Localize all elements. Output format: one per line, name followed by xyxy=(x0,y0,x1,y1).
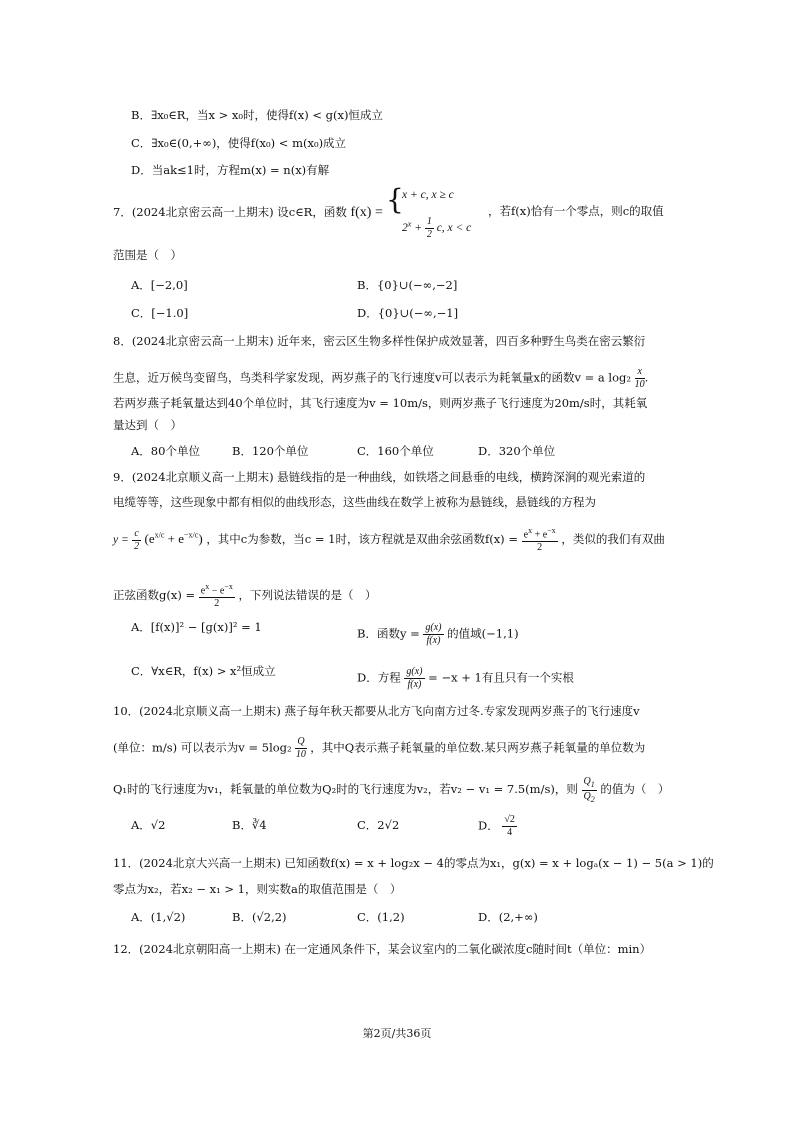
q9-option-d: D．方程 $\frac{g(x)}{f(x)}$ = −x + 1有且只有一个实根 xyxy=(357,666,574,690)
q9-line4: 正弦函数g(x) = $\frac{e^x - e^{-x}}{2}$ ，下列说法错误的是（ ） xyxy=(113,582,377,610)
q9-line4-text: 正弦函数g(x) = xyxy=(113,588,196,603)
q10-option-d: D． $\frac{√2}{4}$ xyxy=(478,814,515,838)
q8-option-d: D．320个单位 xyxy=(478,444,556,458)
q7-piece2-rest: c, x < c xyxy=(436,222,472,235)
q9-option-b-tail: 的值域(−1,1) xyxy=(447,626,519,641)
q9-line3: y = $\frac{c}{2}$ $(e^{x/c} + e^{-x/c})$ ，其中c为参数，当c = 1时，该方程就是双曲余弦函数f(x) = $\frac{e^x + e^{-x}}{2}$ ，类似的我们有双曲 xyxy=(113,526,665,554)
q8-option-a: A．80个单位 xyxy=(131,444,200,458)
q6-option-c: C．∃x₀∈(0,+∞)，使得f(x₀) < m(x₀)成立 xyxy=(131,136,347,150)
q7-line2: 范围是（ ） xyxy=(113,248,182,262)
q10-line3-tail: 的值为（ ） xyxy=(600,782,670,797)
q7-option-a: A．[−2,0] xyxy=(131,278,188,292)
q11-option-c: C．(1,2) xyxy=(357,910,405,924)
q7-intro: 7．(2024北京密云高一上期末) 设c∈R，函数 f(x) = xyxy=(113,205,383,220)
q7-piece1: x + c, x ≥ c xyxy=(402,189,454,201)
q10-option-c: C．2√2 xyxy=(357,818,400,832)
q9-line3-tail: ，类似的我们有双曲 xyxy=(561,532,665,547)
q9-option-c: C．∀x∈R，f(x) > x²恒成立 xyxy=(131,664,276,678)
q7-intro-text: 7．(2024北京密云高一上期末) 设c∈R，函数 xyxy=(113,205,347,219)
q8-line2: 生息，近万候鸟变留鸟，鸟类科学家发现，两岁燕子的飞行速度v可以表示为耗氧量x的函数v = a log₂ $\frac{x}{10}$ . xyxy=(113,366,649,390)
q10-option-a: A．√2 xyxy=(131,818,166,832)
q9-line2: 电缆等等，这些现象中都有相似的曲线形态，这些曲线在数学上被称为悬链线，悬链线的方程为 xyxy=(113,495,596,509)
q7-option-b: B．{0}∪(−∞,−2] xyxy=(357,278,458,292)
q7-piece2-base: 2 xyxy=(402,222,408,235)
q9-line3-mid: ，其中c为参数，当c = 1时，该方程就是双曲余弦函数f(x) = xyxy=(206,532,518,547)
q10-line2-lead: (单位：m/s) 可以表示为v = 5log₂ xyxy=(113,740,292,755)
q10-option-b: B．∛4 xyxy=(232,818,267,832)
q9-line4-tail: ，下列说法错误的是（ ） xyxy=(238,588,377,603)
q12-line1: 12．(2024北京朝阳高一上期末) 在一定通风条件下，某会议室内的二氧化碳浓度c随时间t（单位：min） xyxy=(113,942,652,956)
q9-option-b: B．函数y = $\frac{g(x)}{f(x)}$ 的值域(−1,1) xyxy=(357,622,519,646)
page-footer: 第2页/共36页 xyxy=(362,1027,432,1040)
q7-brace: { xyxy=(386,183,404,216)
q8-line2-text: 生息，近万候鸟变留鸟，鸟类科学家发现，两岁燕子的飞行速度v可以表示为耗氧量x的函数v = a log₂ xyxy=(113,370,632,385)
q7-piece2: 2$^x$ + $\frac{1}{2}$ c, x < c xyxy=(402,216,472,240)
q8-line1: 8．(2024北京密云高一上期末) 近年来，密云区生物多样性保护成效显著，四百多种野生鸟类在密云繁衍 xyxy=(113,334,646,348)
q9-y-equals: y = xyxy=(113,534,129,547)
q11-option-d: D．(2,+∞) xyxy=(478,910,538,924)
q8-option-c: C．160个单位 xyxy=(357,444,434,458)
q9-option-d-tail: = −x + 1有且只有一个实根 xyxy=(428,670,574,685)
q10-line2-tail: ，其中Q表示燕子耗氧量的单位数.某只两岁燕子耗氧量的单位数为 xyxy=(310,740,646,755)
q9-option-a: A．[f(x)]² − [g(x)]² = 1 xyxy=(131,620,262,634)
q8-line4: 量达到（ ） xyxy=(113,418,182,432)
q11-option-b: B．(√2,2) xyxy=(232,910,287,924)
q10-option-d-label: D． xyxy=(478,818,499,833)
q11-option-a: A．(1,√2) xyxy=(131,910,186,924)
q7-tail: ，若f(x)恰有一个零点，则c的取值 xyxy=(488,204,664,218)
q10-line3: Q₁时的飞行速度为v₁，耗氧量的单位数为Q₂时的飞行速度为v₂，若v₂ − v₁ = 7.5(m/s)，则 $\frac{Q_1}{Q_2}$ 的值为（ ） xyxy=(113,776,670,804)
q11-line1: 11．(2024北京大兴高一上期末) 已知函数f(x) = x + log₂x − 4的零点为x₁，g(x) = x + logₐ(x − 1) − 5(a > 1)的 xyxy=(113,856,714,870)
q10-line2: (单位：m/s) 可以表示为v = 5log₂ $\frac{Q}{10}$ ，其中Q表示燕子耗氧量的单位数.某只两岁燕子耗氧量的单位数为 xyxy=(113,736,646,760)
q10-line3-lead: Q₁时的飞行速度为v₁，耗氧量的单位数为Q₂时的飞行速度为v₂，若v₂ − v₁ = 7.5(m/s)，则 xyxy=(113,782,578,797)
q10-line1: 10．(2024北京顺义高一上期末) 燕子每年秋天都要从北方飞向南方过冬.专家发现两岁燕子的飞行速度v xyxy=(113,704,640,718)
q9-line1: 9．(2024北京顺义高一上期末) 悬链线指的是一种曲线，如铁塔之间悬垂的电线，横跨深涧的观光索道的 xyxy=(113,470,646,484)
q11-line2: 零点为x₂，若x₂ − x₁ > 1，则实数a的取值范围是（ ） xyxy=(113,882,402,896)
q7-option-d: D．{0}∪(−∞,−1] xyxy=(357,306,459,320)
q7-piece2-plus: + xyxy=(414,222,422,235)
q6-option-b: B．∃x₀∈R，当x > x₀时，使得f(x) < g(x)恒成立 xyxy=(131,108,383,122)
q6-option-d: D．当ak≤1时，方程m(x) = n(x)有解 xyxy=(131,163,330,177)
q7-option-c: C．[−1.0] xyxy=(131,306,189,320)
q8-line3: 若两岁燕子耗氧量达到40个单位时，其飞行速度为v = 10m/s，则两岁燕子飞行速度为20m/s时，其耗氧 xyxy=(113,396,648,410)
q9-option-b-lead: B．函数y = xyxy=(357,626,420,641)
q8-option-b: B．120个单位 xyxy=(232,444,309,458)
q9-option-d-lead: D．方程 xyxy=(357,670,401,685)
